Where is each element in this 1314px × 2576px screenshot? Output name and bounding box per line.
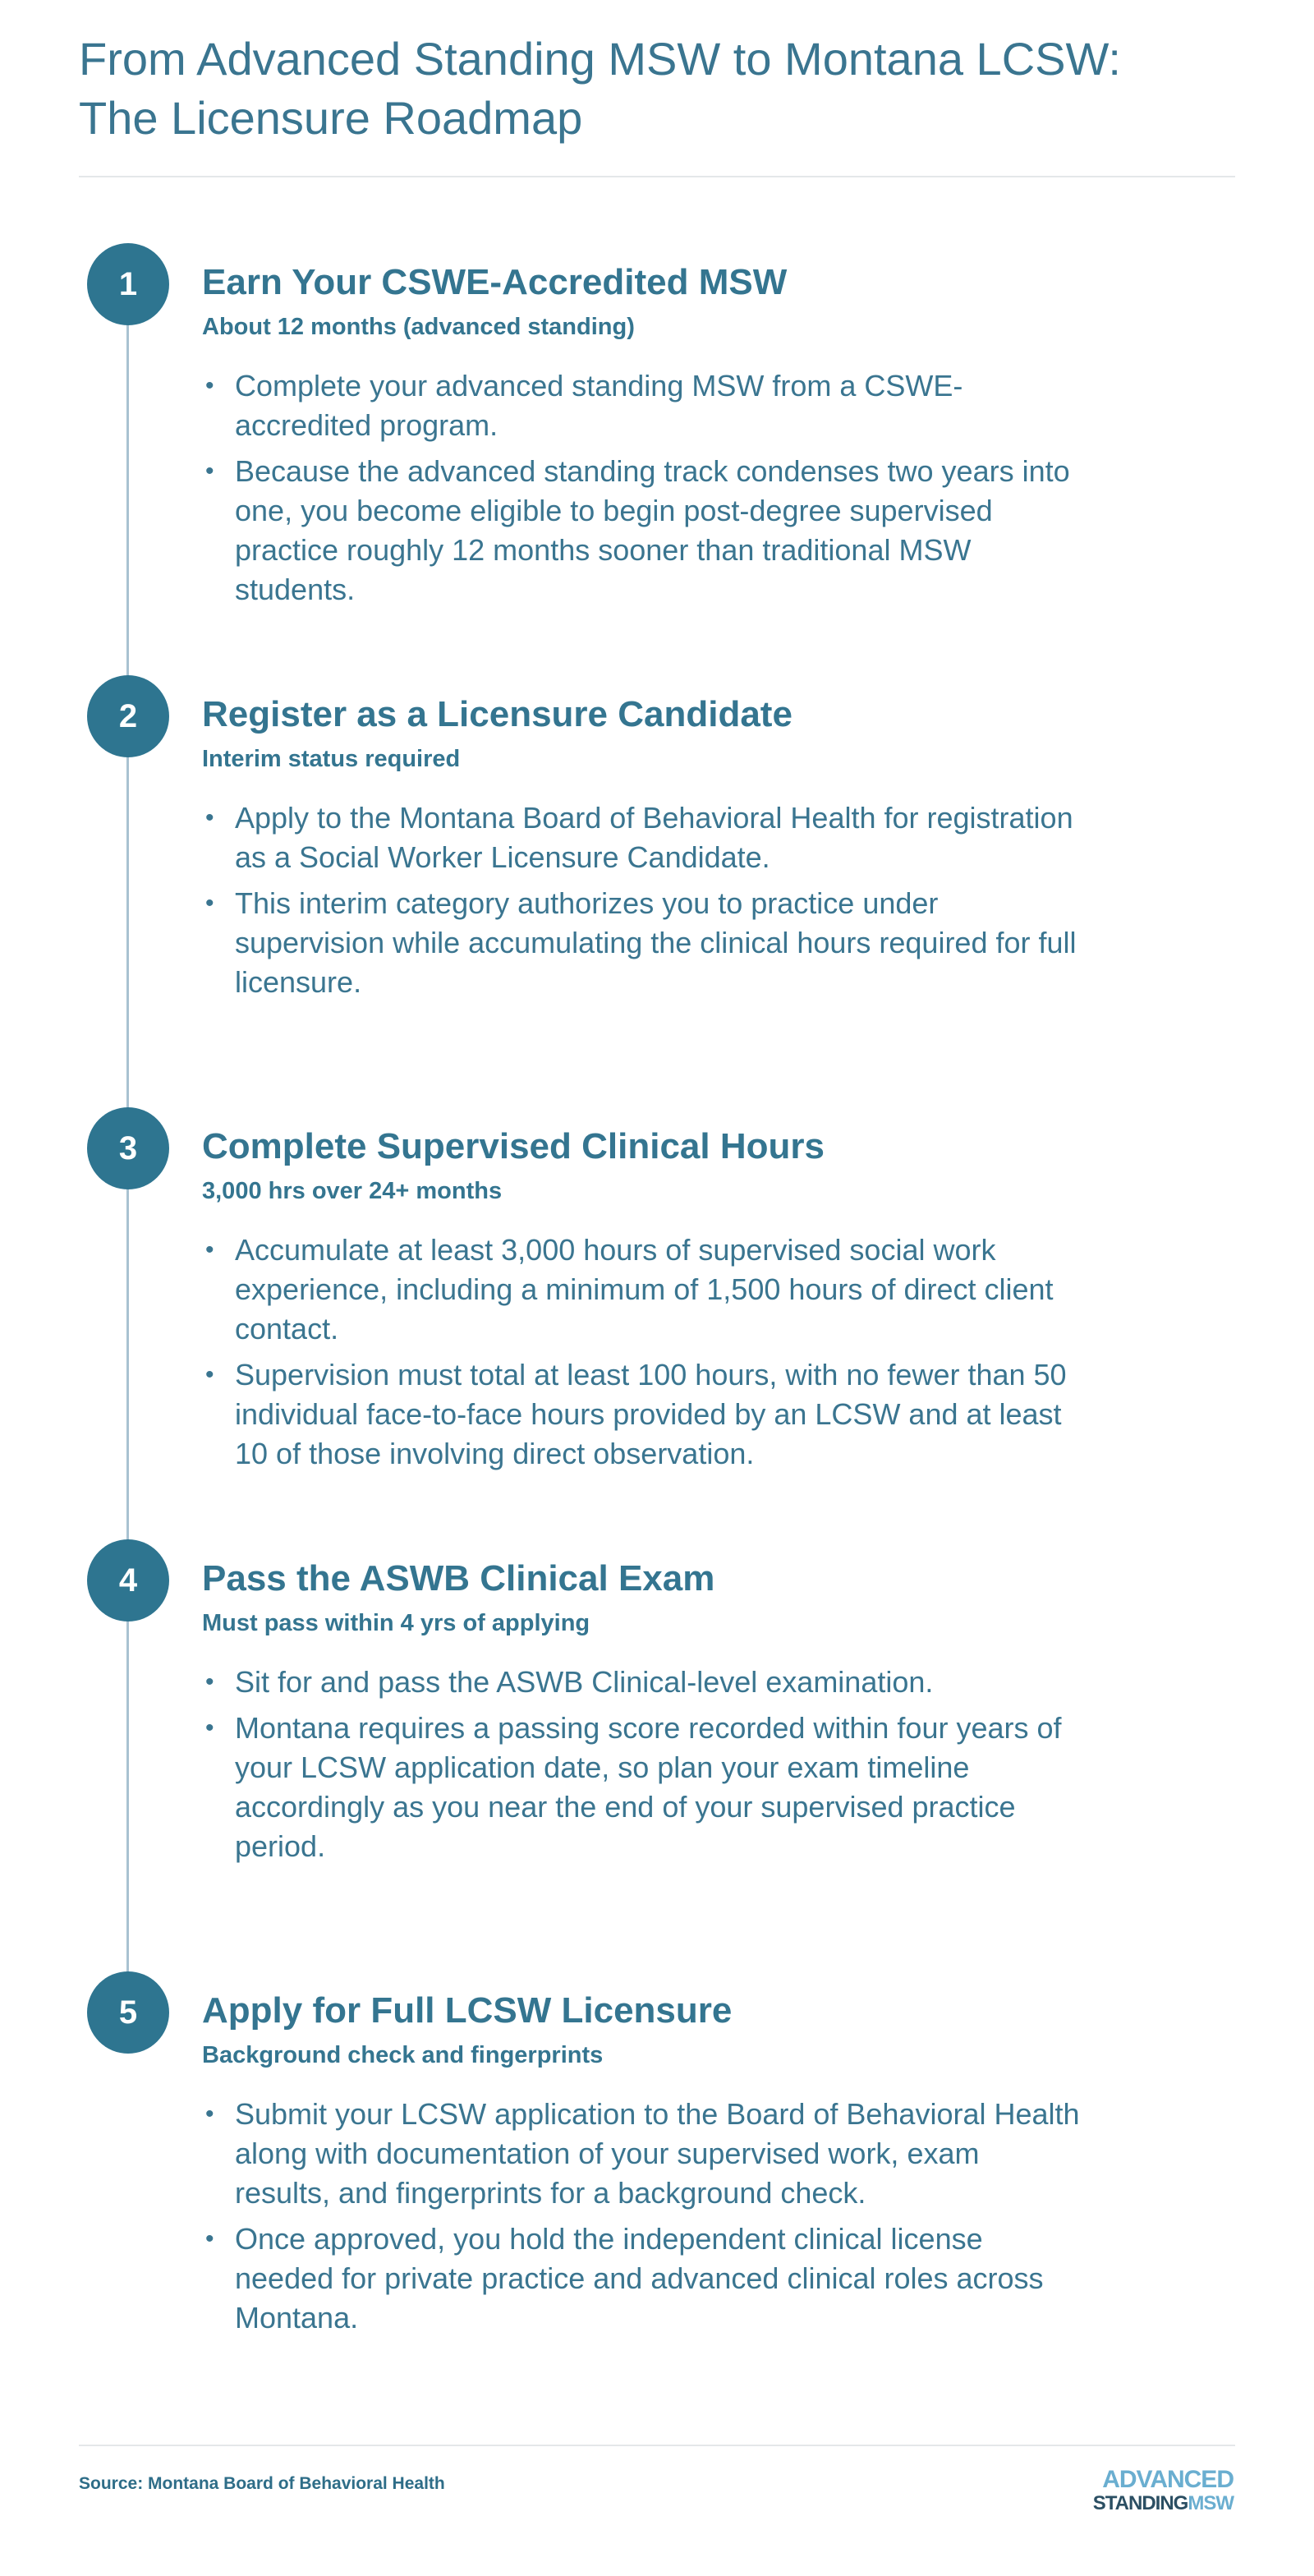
- step-number-badge: 4: [87, 1539, 169, 1622]
- step-title: Register as a Licensure Candidate: [202, 694, 793, 734]
- brand-logo: [1093, 2468, 1234, 2515]
- step-bullet: [202, 1709, 1081, 1866]
- step-bullet: [202, 1663, 1081, 1702]
- footer-divider: [79, 2445, 1235, 2446]
- step-title: Complete Supervised Clinical Hours: [202, 1126, 825, 1166]
- step-bullet: [202, 1230, 1081, 1349]
- bullet-dot-icon: •: [205, 2100, 214, 2128]
- step-bullet-list: [202, 798, 1081, 1009]
- bullet-dot-icon: •: [205, 1236, 214, 1263]
- step-subtitle: About 12 months (advanced standing): [202, 314, 635, 340]
- bullet-dot-icon: •: [205, 458, 214, 485]
- bullet-text: Sit for and pass the ASWB Clinical-level examination.: [235, 1665, 934, 1699]
- step-bullet: [202, 2220, 1081, 2338]
- logo-word-msw: MSW: [1188, 2492, 1234, 2514]
- bullet-dot-icon: •: [205, 804, 214, 831]
- bullet-text: Because the advanced standing track condenses two years into one, you become eligible to begin post-degree supervised practice roughly 12 months sooner than traditional MSW students.: [235, 454, 1070, 606]
- bullet-text: Apply to the Montana Board of Behavioral Health for registration as a Social Worker Licensure Candidate.: [235, 801, 1073, 874]
- bullet-text: Supervision must total at least 100 hours, with no fewer than 50 individual face-to-face hours provided by an LCSW and at least 10 of those involving direct observation.: [235, 1358, 1067, 1470]
- step-bullet: [202, 2095, 1081, 2213]
- step-bullet-list: [202, 366, 1081, 616]
- bullet-text: Submit your LCSW application to the Board of Behavioral Health along with documentation of your supervised work, exam results, and fingerprints for a background check.: [235, 2097, 1080, 2210]
- bullet-text: Montana requires a passing score recorded within four years of your LCSW application date, so plan your exam timeline accordingly as you near the end of your supervised practice period.: [235, 1711, 1062, 1863]
- bullet-dot-icon: •: [205, 1714, 214, 1741]
- step-number-badge: 1: [87, 243, 169, 325]
- step-title: Earn Your CSWE-Accredited MSW: [202, 262, 788, 302]
- step-title: Pass the ASWB Clinical Exam: [202, 1558, 715, 1598]
- step-subtitle: 3,000 hrs over 24+ months: [202, 1178, 503, 1204]
- bullet-dot-icon: •: [205, 1668, 214, 1695]
- page-title: [79, 30, 1245, 148]
- step-bullet: [202, 1355, 1081, 1474]
- bullet-text: This interim category authorizes you to practice under supervision while accumulating the clinical hours required for full licensure.: [235, 886, 1077, 999]
- step-subtitle: Interim status required: [202, 746, 461, 772]
- step-bullet: [202, 884, 1081, 1002]
- logo-word-advanced: ADVANCED: [1102, 2466, 1234, 2493]
- source-citation: Source: Montana Board of Behavioral Health: [79, 2474, 445, 2493]
- step-number-badge: 2: [87, 675, 169, 757]
- bullet-dot-icon: •: [205, 2225, 214, 2252]
- bullet-dot-icon: •: [205, 1361, 214, 1388]
- bullet-dot-icon: •: [205, 890, 214, 917]
- logo-word-standing: STANDING: [1092, 2492, 1188, 2514]
- bullet-text: Complete your advanced standing MSW from a CSWE-accredited program.: [235, 369, 963, 442]
- page-title-line-2: The Licensure Roadmap: [79, 92, 583, 144]
- step-bullet: [202, 366, 1081, 445]
- step-title: Apply for Full LCSW Licensure: [202, 1990, 733, 2031]
- bullet-text: Accumulate at least 3,000 hours of supervised social work experience, including a minimum of 1,500 hours of direct client contact.: [235, 1233, 1054, 1346]
- step-bullet: [202, 798, 1081, 877]
- step-bullet: [202, 452, 1081, 610]
- header-divider: [79, 176, 1235, 177]
- logo-word-standing-msw: [1093, 2492, 1234, 2515]
- step-subtitle: Background check and fingerprints: [202, 2042, 604, 2068]
- bullet-text: Once approved, you hold the independent clinical license needed for private practice and advanced clinical roles across Montana.: [235, 2222, 1044, 2334]
- page-title-line-1: From Advanced Standing MSW to Montana LCSW:: [79, 33, 1121, 85]
- step-number-badge: 3: [87, 1107, 169, 1189]
- step-subtitle: Must pass within 4 yrs of applying: [202, 1610, 590, 1636]
- step-number-badge: 5: [87, 1971, 169, 2054]
- step-bullet-list: [202, 1663, 1081, 1873]
- bullet-dot-icon: •: [205, 372, 214, 399]
- step-bullet-list: [202, 1230, 1081, 1480]
- step-bullet-list: [202, 2095, 1081, 2344]
